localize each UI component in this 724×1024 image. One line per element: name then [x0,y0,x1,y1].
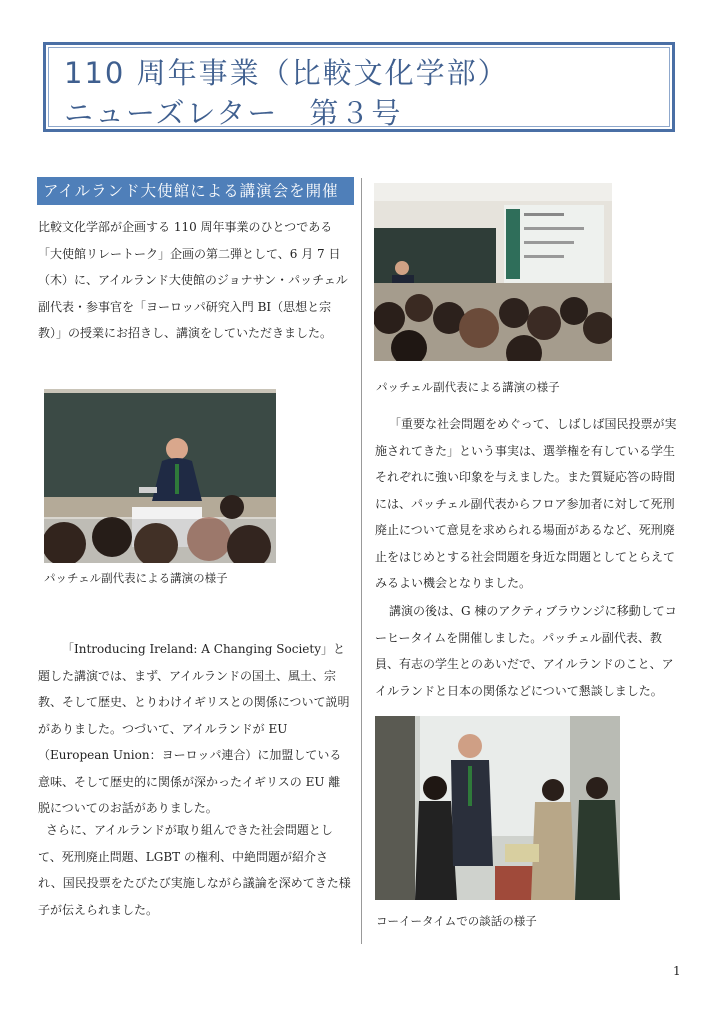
lecture-photo-wide [374,183,612,361]
intro-paragraph [38,214,352,347]
lecture-paragraph-1 [38,636,352,822]
page-number: 1 [673,964,681,978]
newsletter-title-box [43,42,675,132]
coffee-time-photo-caption: コーイータイムでの談話の様子 [376,914,537,928]
lecture-photo-front [44,389,276,563]
lecture-photo-front-caption: パッチェル副代表による講演の様子 [44,571,228,585]
coffee-time-paragraph [375,598,681,704]
newsletter-issue: ニューズレター 第３号 [64,96,403,130]
lecture-photo-front-image [44,389,276,563]
lecture-paragraph-2 [38,817,352,923]
column-divider [361,178,362,944]
lecture-photo-wide-caption: パッチェル副代表による講演の様子 [376,380,560,394]
coffee-time-photo-image [375,716,620,900]
newsletter-title: 110 周年事業（比較文化学部） [64,56,509,90]
lecture-text-2: さらに、アイルランドが取り組んできた社会問題として、死刑廃止問題、LGBT の権利、中絶問題が紹介され、国民投票をたびたび実施しながら議論を深めてきた様子が伝えられました。 [38,823,351,917]
lecture-text-1: 「Introducing Ireland: A Changing Society」と題した講演では、まず、アイルランドの国土、風土、宗教、そして歴史、とりわけイギリスとの関係について説明がありました。つづいて、アイルランドが EU（European Union：ヨーロッパ連合）に加盟している意味、そして歴史的に関係が深かったイギリスの EU 離脱についてのお話がありました。 [38,642,350,815]
section-heading: アイルランド大使館による講演会を開催 [37,177,354,205]
referendum-text: 「重要な社会問題をめぐって、しばしば国民投票が実施されてきた」という事実は、選挙権を有している学生それぞれに強い印象を与えました。また質疑応答の時間には、パッチェル副代表からフロア参加者に対して死刑廃止について意見を求められる場面があるなど、死刑廃止をはじめとする社会問題を身近な問題としてとらえてみるよい機会となりました。 [375,417,677,590]
coffee-time-photo [375,716,620,900]
lecture-photo-wide-image [374,183,612,361]
intro-text: 比較文化学部が企画する 110 周年事業のひとつである「大使館リレートーク」企画の第二弾として、6 月 7 日（木）に、アイルランド大使館のジョナサン・パッチェル副代表・参事官を「ヨーロッパ研究入門 BI（思想と宗教）」の授業にお招きし、講演をしていただきました。 [38,220,348,340]
referendum-paragraph [375,411,681,597]
coffee-time-text: 講演の後は、G 棟のアクティブラウンジに移動してコーヒータイムを開催しました。パッチェル副代表、教員、有志の学生とのあいだで、アイルランドのこと、アイルランドと日本の関係などについて懇談しました。 [375,604,677,698]
